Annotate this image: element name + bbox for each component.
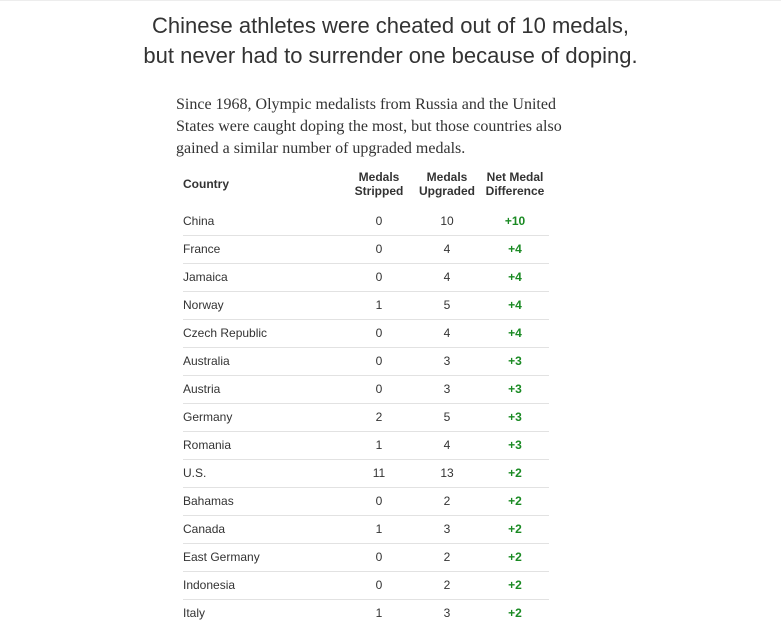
country-cell: Austria	[183, 375, 345, 403]
table-row	[183, 571, 549, 599]
column-header-stripped: Medals Stripped	[354, 170, 404, 198]
net-difference-cell: +3	[481, 431, 549, 459]
headline-line-1: Chinese athletes were cheated out of 10 medals,	[152, 13, 629, 38]
medals-upgraded-cell: 4	[413, 319, 481, 347]
medals-upgraded-cell: 3	[413, 375, 481, 403]
country-cell: U.S.	[183, 459, 345, 487]
table-row	[183, 347, 549, 375]
net-difference-cell: +2	[481, 599, 549, 620]
net-difference-cell: +4	[481, 263, 549, 291]
medals-upgraded-cell: 3	[413, 515, 481, 543]
country-cell: France	[183, 235, 345, 263]
medals-stripped-cell: 0	[345, 571, 413, 599]
medals-stripped-cell: 1	[345, 431, 413, 459]
table-row	[183, 431, 549, 459]
net-difference-cell: +3	[481, 375, 549, 403]
country-cell: Italy	[183, 599, 345, 620]
country-cell: Australia	[183, 347, 345, 375]
medals-stripped-cell: 0	[345, 347, 413, 375]
table-row	[183, 375, 549, 403]
intro-line-3: gained a similar number of upgraded medals.	[176, 140, 466, 157]
intro-line-1: Since 1968, Olympic medalists from Russia and the United	[176, 96, 556, 113]
net-difference-cell: +4	[481, 319, 549, 347]
country-cell: Canada	[183, 515, 345, 543]
medals-stripped-cell: 0	[345, 487, 413, 515]
medals-stripped-cell: 0	[345, 263, 413, 291]
medals-upgraded-cell: 4	[413, 431, 481, 459]
table-row	[183, 263, 549, 291]
medals-upgraded-cell: 5	[413, 291, 481, 319]
net-difference-cell: +10	[481, 207, 549, 235]
country-cell: Bahamas	[183, 487, 345, 515]
net-difference-cell: +2	[481, 459, 549, 487]
medals-upgraded-cell: 2	[413, 487, 481, 515]
net-difference-cell: +2	[481, 487, 549, 515]
medals-stripped-cell: 11	[345, 459, 413, 487]
headline-line-2: but never had to surrender one because of doping.	[143, 43, 638, 68]
table-row	[183, 319, 549, 347]
column-header-country: Country	[183, 177, 229, 191]
country-cell: Jamaica	[183, 263, 345, 291]
country-cell: Norway	[183, 291, 345, 319]
medals-stripped-cell: 0	[345, 543, 413, 571]
medals-upgraded-cell: 13	[413, 459, 481, 487]
medals-table-header	[183, 170, 549, 207]
net-difference-cell: +3	[481, 347, 549, 375]
column-header-upgraded: Medals Upgraded	[418, 170, 475, 198]
net-difference-cell: +4	[481, 235, 549, 263]
medals-stripped-cell: 1	[345, 599, 413, 620]
table-row	[183, 291, 549, 319]
medals-upgraded-cell: 5	[413, 403, 481, 431]
medals-stripped-cell: 0	[345, 235, 413, 263]
medals-stripped-cell: 0	[345, 375, 413, 403]
medals-upgraded-cell: 4	[413, 235, 481, 263]
net-difference-cell: +3	[481, 403, 549, 431]
medals-table	[183, 170, 549, 620]
headline	[21, 11, 761, 71]
intro-text	[176, 94, 576, 160]
net-difference-cell: +4	[481, 291, 549, 319]
net-difference-cell: +2	[481, 543, 549, 571]
table-row	[183, 487, 549, 515]
medals-stripped-cell: 1	[345, 291, 413, 319]
table-row	[183, 235, 549, 263]
table-row	[183, 515, 549, 543]
column-header-difference: Net Medal Difference	[485, 170, 545, 198]
table-row	[183, 403, 549, 431]
net-difference-cell: +2	[481, 515, 549, 543]
medals-upgraded-cell: 3	[413, 347, 481, 375]
table-row	[183, 599, 549, 620]
table-row	[183, 543, 549, 571]
intro-line-2: States were caught doping the most, but those countries also	[176, 118, 562, 135]
table-row	[183, 207, 549, 235]
country-cell: China	[183, 207, 345, 235]
medals-upgraded-cell: 3	[413, 599, 481, 620]
country-cell: Czech Republic	[183, 319, 345, 347]
medals-stripped-cell: 0	[345, 207, 413, 235]
header-row	[183, 170, 549, 207]
medals-upgraded-cell: 4	[413, 263, 481, 291]
country-cell: Germany	[183, 403, 345, 431]
medals-stripped-cell: 1	[345, 515, 413, 543]
medals-upgraded-cell: 2	[413, 571, 481, 599]
medals-upgraded-cell: 2	[413, 543, 481, 571]
country-cell: East Germany	[183, 543, 345, 571]
country-cell: Indonesia	[183, 571, 345, 599]
medals-table-body	[183, 207, 549, 620]
country-cell: Romania	[183, 431, 345, 459]
net-difference-cell: +2	[481, 571, 549, 599]
table-row	[183, 459, 549, 487]
medals-stripped-cell: 2	[345, 403, 413, 431]
medals-stripped-cell: 0	[345, 319, 413, 347]
medals-upgraded-cell: 10	[413, 207, 481, 235]
